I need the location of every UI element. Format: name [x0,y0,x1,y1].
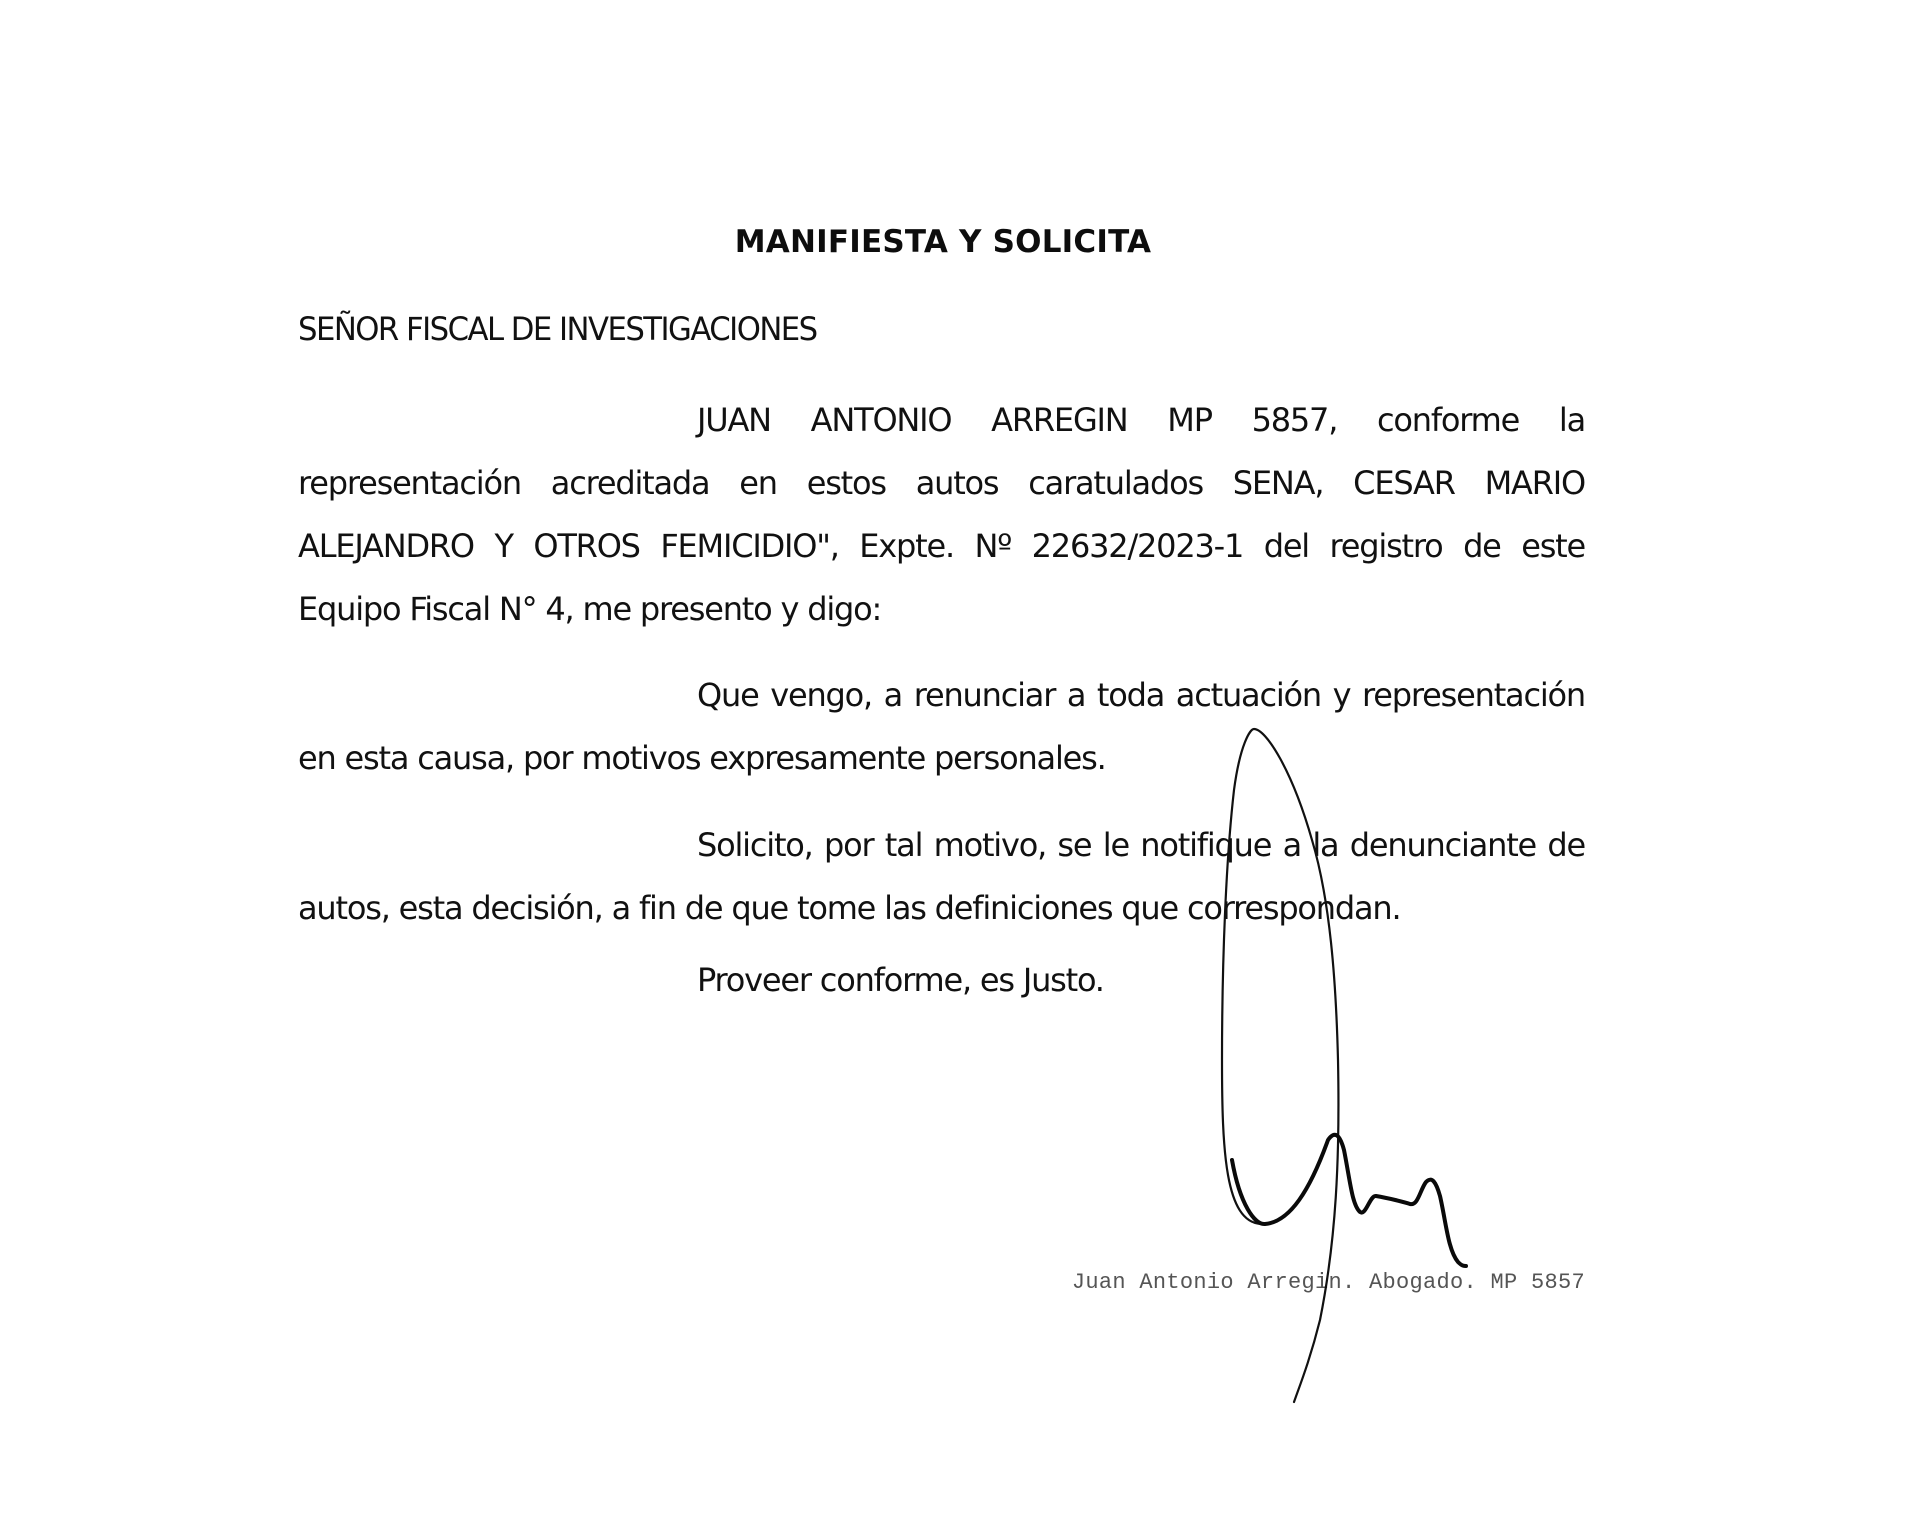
paragraph-request [298,814,1585,940]
paragraph-line: en esta causa, por motivos expresamente personales. [298,739,1106,777]
document-title: MANIFIESTA Y SOLICITA [734,224,1152,260]
paragraph-line-text: Que vengo, a renunciar a toda actuación y representación [697,676,1585,714]
paragraph-line: representación acreditada en estos autos caratulados SENA, CESAR MARIO [298,464,1585,502]
paragraph-line: autos, esta decisión, a fin de que tome las definiciones que correspondan. [298,889,1401,927]
paragraph-line [298,814,1585,877]
paragraph-line [298,389,1585,452]
paragraph-presentation [298,389,1585,641]
paragraph-line [298,664,1585,727]
closing-formula: Proveer conforme, es Justo. [697,961,1104,999]
signature-caption: Juan Antonio Arregin. Abogado. MP 5857 [1071,1270,1585,1295]
paragraph-line-text: JUAN ANTONIO ARREGIN MP 5857, conforme la [697,401,1585,439]
addressee-line: SEÑOR FISCAL DE INVESTIGACIONES [298,310,817,348]
paragraph-resignation [298,664,1585,790]
paragraph-line-text: Solicito, por tal motivo, se le notifique a la denunciante de [697,826,1585,864]
paragraph-line: Equipo Fiscal N° 4, me presento y digo: [298,590,882,628]
paragraph-line: ALEJANDRO Y OTROS FEMICIDIO", Expte. Nº 22632/2023-1 del registro de este [298,527,1585,565]
